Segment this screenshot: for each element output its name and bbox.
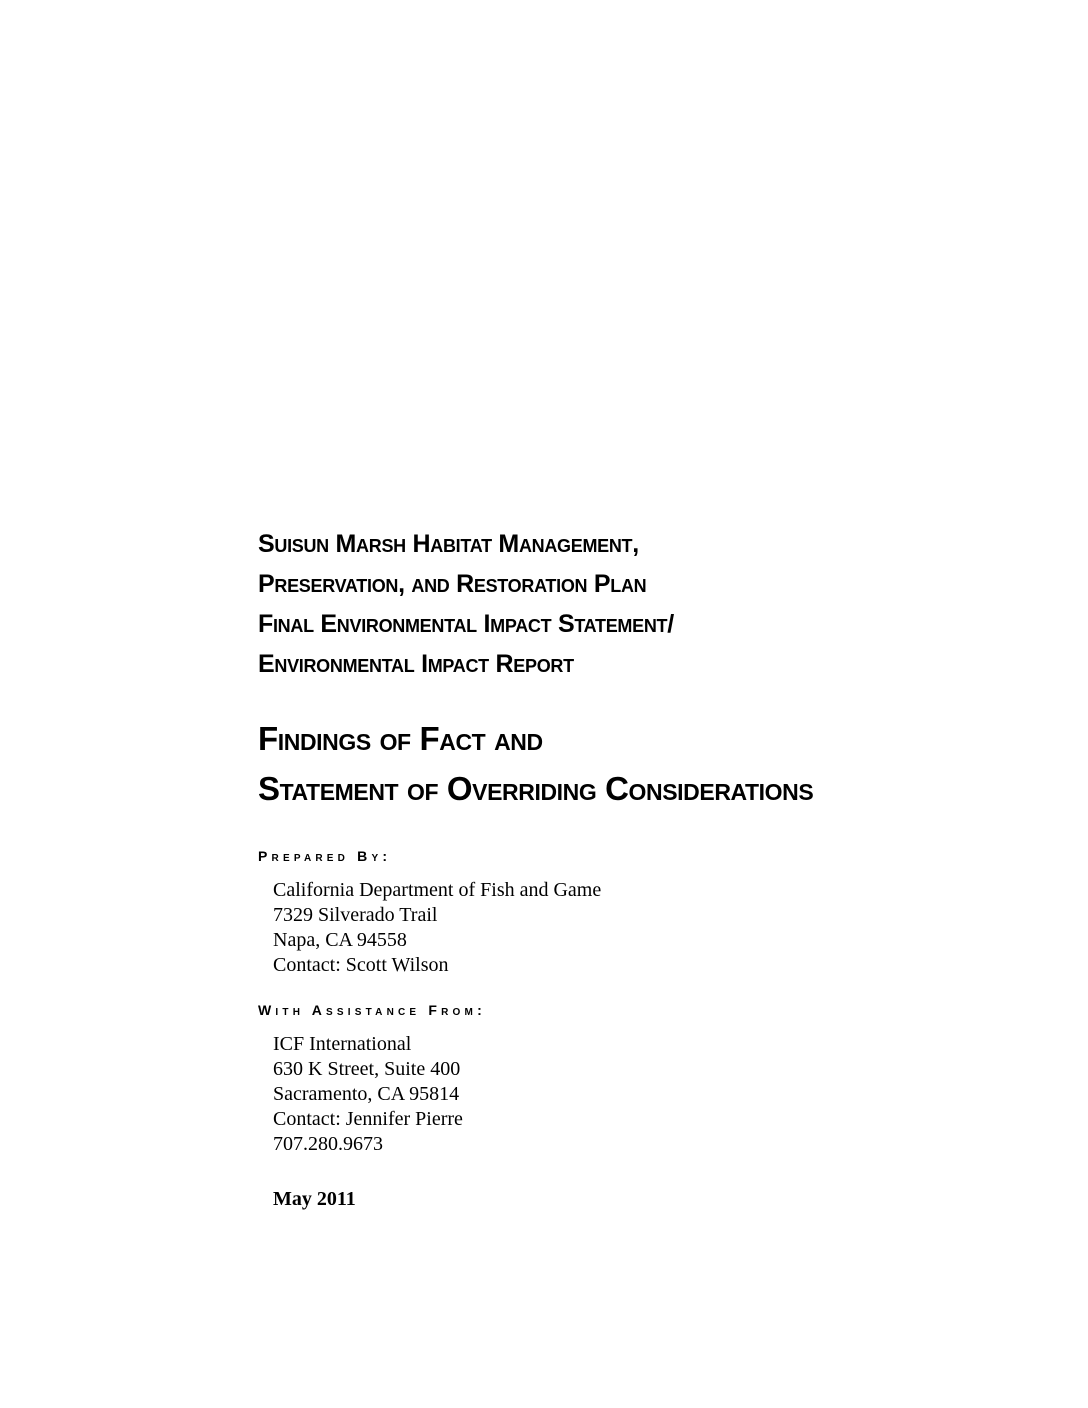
address-line: Contact: Jennifer Pierre <box>273 1108 463 1130</box>
document-title <box>258 714 1018 814</box>
document-subtitle <box>258 524 1018 684</box>
prepared-by-heading: Prepared By: <box>258 848 392 864</box>
subtitle-line: Final Environmental Impact Statement/ <box>258 610 674 638</box>
address-line: 630 K Street, Suite 400 <box>273 1058 461 1080</box>
assistance-address <box>273 1032 1018 1157</box>
address-line: ICF International <box>273 1033 412 1055</box>
address-line: 707.280.9673 <box>273 1133 383 1155</box>
subtitle-line: Suisun Marsh Habitat Management, <box>258 530 639 558</box>
title-line: Statement of Overriding Considerations <box>258 770 814 807</box>
address-line: 7329 Silverado Trail <box>273 904 438 926</box>
cover-content <box>258 524 1018 1212</box>
address-line: California Department of Fish and Game <box>273 879 602 901</box>
address-line: Napa, CA 94558 <box>273 929 407 951</box>
title-line: Findings of Fact and <box>258 720 543 757</box>
subtitle-line: Preservation, and Restoration Plan <box>258 570 647 598</box>
address-line: Contact: Scott Wilson <box>273 954 449 976</box>
subtitle-line: Environmental Impact Report <box>258 650 574 678</box>
address-line: Sacramento, CA 95814 <box>273 1083 460 1105</box>
prepared-by-address <box>273 878 1018 978</box>
publication-date: May 2011 <box>273 1188 356 1210</box>
assistance-heading: With Assistance From: <box>258 1002 486 1018</box>
